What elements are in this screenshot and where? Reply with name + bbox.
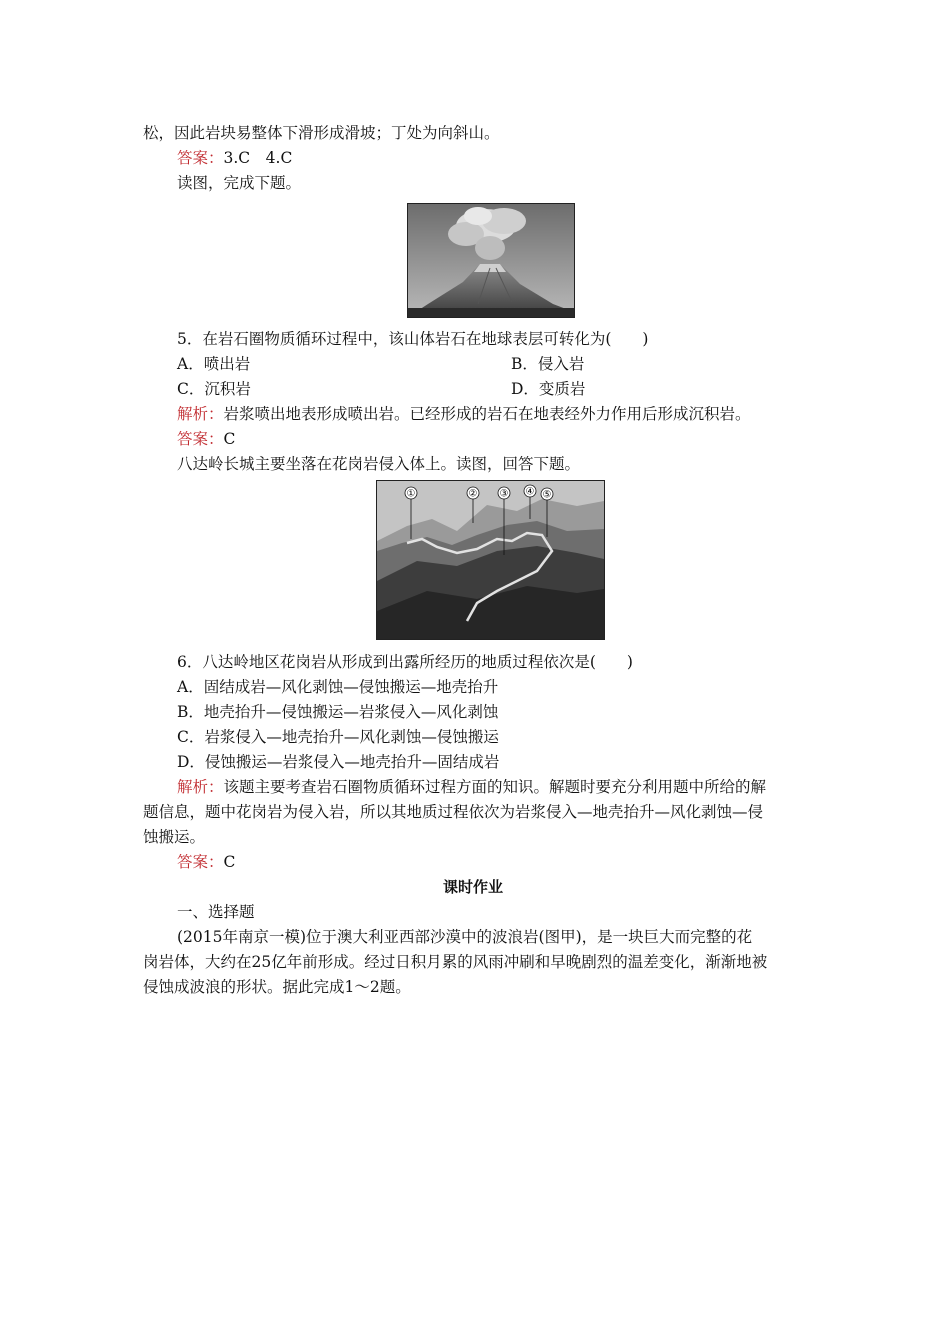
option-b: B．侵入岩 [511, 355, 585, 373]
explanation-label: 解析： [177, 778, 224, 796]
answer-line [177, 852, 235, 872]
question-6: 6．八达岭地区花岗岩从形成到出露所经历的地质过程依次是( ) [177, 653, 633, 671]
part-heading: 一、选择题 [177, 903, 255, 921]
explanation-text: 岩浆喷出地表形成喷出岩。已经形成的岩石在地表经外力作用后形成沉积岩。 [223, 405, 751, 423]
text-line: 八达岭长城主要坐落在花岗岩侵入体上。读图，回答下题。 [177, 455, 581, 473]
answer-value: 3.C 4.C [223, 149, 293, 167]
explanation-line: 题信息，题中花岗岩为侵入岩，所以其地质过程依次为岩浆侵入—地壳抬升—风化剥蚀—侵 [143, 803, 764, 821]
paragraph-line: 侵蚀成波浪的形状。据此完成1～2题。 [143, 978, 411, 996]
answer-label: 答案： [177, 149, 224, 167]
answer-line [177, 429, 235, 449]
option-c: C．沉积岩 [177, 380, 251, 398]
option-d: D．变质岩 [511, 380, 586, 398]
explanation-line: 蚀搬运。 [143, 828, 206, 846]
question-5: 5．在岩石圈物质循环过程中，该山体岩石在地球表层可转化为( ) [177, 330, 649, 348]
option-c: C．岩浆侵入—地壳抬升—风化剥蚀—侵蚀搬运 [177, 728, 499, 746]
option-a: A．固结成岩—风化剥蚀—侵蚀搬运—地壳抬升 [177, 678, 499, 696]
explanation-line [177, 777, 766, 797]
option-a: A．喷出岩 [177, 355, 251, 373]
explanation-line [177, 404, 751, 424]
volcano-photo [407, 203, 575, 318]
option-d: D．侵蚀搬运—岩浆侵入—地壳抬升—固结成岩 [177, 753, 500, 771]
answer-label: 答案： [177, 853, 224, 871]
explanation-label: 解析： [177, 405, 224, 423]
option-b: B．地壳抬升—侵蚀搬运—岩浆侵入—风化剥蚀 [177, 703, 499, 721]
marker-3: ③ [499, 488, 509, 500]
marker-2: ② [468, 488, 478, 500]
marker-5: ⑤ [542, 489, 552, 501]
marker-1: ① [406, 488, 416, 500]
answer-line [177, 148, 292, 168]
text-line: 读图，完成下题。 [177, 174, 302, 192]
marker-4: ④ [525, 486, 535, 498]
answer-value: C [223, 430, 236, 448]
text-line: 松，因此岩块易整体下滑形成滑坡；丁处为向斜山。 [143, 124, 500, 142]
paragraph-line: (2015年南京一模)位于澳大利亚西部沙漠中的波浪岩(图甲)，是一块巨大而完整的花 [177, 928, 753, 946]
explanation-text: 该题主要考查岩石圈物质循环过程方面的知识。解题时要充分利用题中所给的解 [223, 778, 767, 796]
paragraph-line: 岗岩体，大约在25亿年前形成。经过日积月累的风雨冲刷和早晚剧烈的温差变化，渐渐地被 [143, 953, 768, 971]
great-wall-photo [376, 480, 605, 640]
section-title: 课时作业 [443, 878, 504, 896]
answer-value: C [223, 853, 236, 871]
answer-label: 答案： [177, 430, 224, 448]
